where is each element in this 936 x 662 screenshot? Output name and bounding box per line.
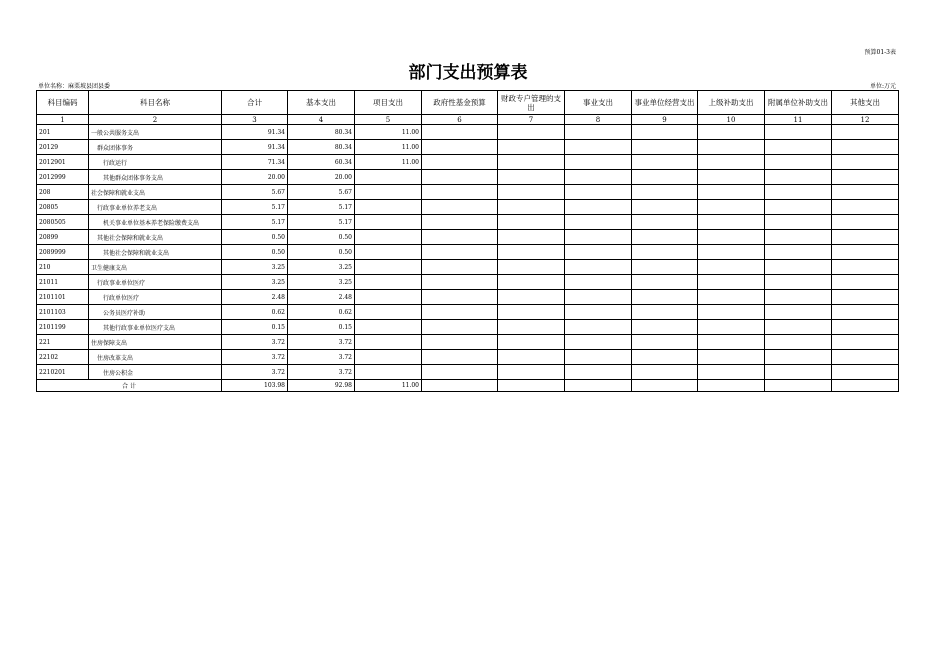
amount-total: 5.17 — [222, 215, 288, 230]
header-cell: 上级补助支出 — [698, 91, 765, 115]
empty-cell — [698, 335, 765, 350]
column-number: 1 — [37, 115, 89, 125]
empty-cell — [765, 125, 832, 140]
amount-project — [355, 200, 422, 215]
empty-cell — [565, 365, 632, 380]
page-title: 部门支出预算表 — [408, 63, 528, 83]
empty-cell — [632, 200, 698, 215]
amount-total: 5.67 — [222, 185, 288, 200]
empty-cell — [765, 320, 832, 335]
empty-cell — [765, 365, 832, 380]
empty-cell — [765, 245, 832, 260]
header-row — [37, 91, 899, 115]
empty-cell — [632, 380, 698, 392]
amount-total: 3.72 — [222, 350, 288, 365]
empty-cell — [832, 170, 899, 185]
amount-project — [355, 170, 422, 185]
amount-total: 3.72 — [222, 335, 288, 350]
total-amount: 103.98 — [222, 380, 288, 392]
empty-cell — [765, 380, 832, 392]
empty-cell — [498, 305, 565, 320]
empty-cell — [832, 365, 899, 380]
empty-cell — [498, 260, 565, 275]
amount-basic: 80.34 — [288, 125, 355, 140]
subject-name: 一般公共服务支出 — [89, 125, 222, 140]
header-cell: 合计 — [222, 91, 288, 115]
empty-cell — [698, 365, 765, 380]
table-row — [37, 275, 899, 290]
empty-cell — [565, 155, 632, 170]
table-row — [37, 185, 899, 200]
empty-cell — [765, 305, 832, 320]
empty-cell — [832, 245, 899, 260]
table-row — [37, 320, 899, 335]
empty-cell — [565, 245, 632, 260]
empty-cell — [632, 125, 698, 140]
empty-cell — [422, 170, 498, 185]
subject-code: 2012999 — [37, 170, 89, 185]
table-row — [37, 140, 899, 155]
column-number: 12 — [832, 115, 899, 125]
empty-cell — [765, 230, 832, 245]
amount-basic: 3.25 — [288, 260, 355, 275]
amount-basic: 0.50 — [288, 230, 355, 245]
empty-cell — [698, 140, 765, 155]
amount-basic: 5.17 — [288, 215, 355, 230]
subject-name: 社会保障和就业支出 — [89, 185, 222, 200]
column-number-row — [37, 115, 899, 125]
amount-project — [355, 215, 422, 230]
empty-cell — [422, 125, 498, 140]
amount-total: 5.17 — [222, 200, 288, 215]
amount-basic: 80.34 — [288, 140, 355, 155]
empty-cell — [698, 230, 765, 245]
empty-cell — [565, 185, 632, 200]
subject-code: 2101101 — [37, 290, 89, 305]
empty-cell — [765, 170, 832, 185]
amount-basic: 0.62 — [288, 305, 355, 320]
subject-name: 住房改革支出 — [89, 350, 222, 365]
empty-cell — [832, 230, 899, 245]
empty-cell — [765, 155, 832, 170]
empty-cell — [765, 335, 832, 350]
empty-cell — [498, 155, 565, 170]
empty-cell — [565, 290, 632, 305]
total-project: 11.00 — [355, 380, 422, 392]
empty-cell — [422, 245, 498, 260]
amount-project — [355, 320, 422, 335]
amount-project: 11.00 — [355, 155, 422, 170]
subject-name: 其他行政事业单位医疗支出 — [89, 320, 222, 335]
empty-cell — [832, 275, 899, 290]
header-cell: 事业单位经营支出 — [632, 91, 698, 115]
amount-total: 3.72 — [222, 365, 288, 380]
amount-total: 3.25 — [222, 275, 288, 290]
table-row — [37, 305, 899, 320]
amount-basic: 0.15 — [288, 320, 355, 335]
empty-cell — [632, 335, 698, 350]
subject-code: 2012901 — [37, 155, 89, 170]
empty-cell — [498, 215, 565, 230]
table-body — [37, 125, 899, 380]
amount-project: 11.00 — [355, 140, 422, 155]
subject-name: 其他群众团体事务支出 — [89, 170, 222, 185]
empty-cell — [632, 260, 698, 275]
table-row — [37, 170, 899, 185]
empty-cell — [632, 230, 698, 245]
table-row — [37, 335, 899, 350]
empty-cell — [698, 320, 765, 335]
subject-code: 20805 — [37, 200, 89, 215]
empty-cell — [832, 260, 899, 275]
empty-cell — [698, 290, 765, 305]
empty-cell — [632, 170, 698, 185]
column-number: 6 — [422, 115, 498, 125]
empty-cell — [422, 305, 498, 320]
subject-code: 2101103 — [37, 305, 89, 320]
unit-name: 单位名称：麻栗坡县团县委 — [38, 83, 111, 90]
amount-basic: 20.00 — [288, 170, 355, 185]
empty-cell — [765, 290, 832, 305]
empty-cell — [632, 140, 698, 155]
empty-cell — [498, 275, 565, 290]
amount-project: 11.00 — [355, 125, 422, 140]
header-cell: 项目支出 — [355, 91, 422, 115]
empty-cell — [498, 350, 565, 365]
empty-cell — [565, 215, 632, 230]
amount-project — [355, 305, 422, 320]
empty-cell — [632, 245, 698, 260]
amount-total: 71.34 — [222, 155, 288, 170]
empty-cell — [832, 215, 899, 230]
amount-basic: 3.25 — [288, 275, 355, 290]
header-cell: 附属单位补助支出 — [765, 91, 832, 115]
empty-cell — [498, 230, 565, 245]
empty-cell — [498, 290, 565, 305]
empty-cell — [632, 185, 698, 200]
amount-project — [355, 290, 422, 305]
subject-name: 行政事业单位医疗 — [89, 275, 222, 290]
subject-name: 群众团体事务 — [89, 140, 222, 155]
empty-cell — [565, 275, 632, 290]
amount-project — [355, 335, 422, 350]
subject-name: 卫生健康支出 — [89, 260, 222, 275]
empty-cell — [498, 170, 565, 185]
subject-code: 20899 — [37, 230, 89, 245]
amount-total: 91.34 — [222, 140, 288, 155]
header-cell: 事业支出 — [565, 91, 632, 115]
empty-cell — [422, 365, 498, 380]
empty-cell — [498, 185, 565, 200]
empty-cell — [632, 305, 698, 320]
subject-name: 公务员医疗补助 — [89, 305, 222, 320]
empty-cell — [698, 260, 765, 275]
empty-cell — [765, 215, 832, 230]
subject-code: 22102 — [37, 350, 89, 365]
subject-name: 其他社会保障和就业支出 — [89, 230, 222, 245]
subject-name: 行政运行 — [89, 155, 222, 170]
column-number: 10 — [698, 115, 765, 125]
amount-total: 0.50 — [222, 245, 288, 260]
table-row — [37, 200, 899, 215]
empty-cell — [632, 215, 698, 230]
empty-cell — [765, 185, 832, 200]
empty-cell — [422, 230, 498, 245]
table-row — [37, 350, 899, 365]
empty-cell — [832, 155, 899, 170]
empty-cell — [498, 380, 565, 392]
column-number: 2 — [89, 115, 222, 125]
empty-cell — [632, 365, 698, 380]
empty-cell — [565, 125, 632, 140]
empty-cell — [698, 350, 765, 365]
amount-basic: 3.72 — [288, 335, 355, 350]
subject-code: 2210201 — [37, 365, 89, 380]
empty-cell — [498, 200, 565, 215]
subject-code: 2089999 — [37, 245, 89, 260]
column-number: 8 — [565, 115, 632, 125]
empty-cell — [498, 365, 565, 380]
empty-cell — [698, 125, 765, 140]
header-cell: 财政专户管理的支出 — [498, 91, 565, 115]
total-row — [37, 380, 899, 392]
amount-basic: 3.72 — [288, 350, 355, 365]
subject-code: 2080505 — [37, 215, 89, 230]
empty-cell — [832, 140, 899, 155]
empty-cell — [422, 275, 498, 290]
amount-basic: 60.34 — [288, 155, 355, 170]
empty-cell — [565, 260, 632, 275]
table-row — [37, 365, 899, 380]
empty-cell — [832, 185, 899, 200]
amount-total: 0.15 — [222, 320, 288, 335]
amount-total: 0.50 — [222, 230, 288, 245]
empty-cell — [632, 290, 698, 305]
column-number: 9 — [632, 115, 698, 125]
empty-cell — [698, 245, 765, 260]
subject-code: 210 — [37, 260, 89, 275]
empty-cell — [565, 350, 632, 365]
amount-basic: 2.48 — [288, 290, 355, 305]
amount-total: 20.00 — [222, 170, 288, 185]
empty-cell — [698, 170, 765, 185]
subject-code: 2101199 — [37, 320, 89, 335]
subject-name: 住房公积金 — [89, 365, 222, 380]
empty-cell — [698, 275, 765, 290]
empty-cell — [632, 320, 698, 335]
amount-total: 2.48 — [222, 290, 288, 305]
empty-cell — [632, 275, 698, 290]
header-cell: 其他支出 — [832, 91, 899, 115]
amount-project — [355, 185, 422, 200]
form-number: 预算01-3表 — [864, 49, 896, 56]
empty-cell — [422, 350, 498, 365]
header-cell: 基本支出 — [288, 91, 355, 115]
amount-basic: 0.50 — [288, 245, 355, 260]
subject-code: 21011 — [37, 275, 89, 290]
empty-cell — [698, 155, 765, 170]
unit-money: 单位:万元 — [869, 83, 896, 90]
empty-cell — [698, 200, 765, 215]
empty-cell — [498, 320, 565, 335]
subject-code: 208 — [37, 185, 89, 200]
empty-cell — [832, 350, 899, 365]
empty-cell — [832, 200, 899, 215]
empty-cell — [698, 185, 765, 200]
amount-total: 91.34 — [222, 125, 288, 140]
table-row — [37, 245, 899, 260]
empty-cell — [565, 200, 632, 215]
empty-cell — [498, 125, 565, 140]
empty-cell — [832, 305, 899, 320]
empty-cell — [422, 290, 498, 305]
empty-cell — [422, 320, 498, 335]
empty-cell — [765, 140, 832, 155]
empty-cell — [698, 305, 765, 320]
total-basic: 92.98 — [288, 380, 355, 392]
budget-table — [36, 90, 899, 392]
empty-cell — [422, 215, 498, 230]
empty-cell — [565, 170, 632, 185]
empty-cell — [765, 260, 832, 275]
subject-code: 221 — [37, 335, 89, 350]
empty-cell — [698, 215, 765, 230]
empty-cell — [832, 320, 899, 335]
header-cell: 科目名称 — [89, 91, 222, 115]
header-cell: 政府性基金预算 — [422, 91, 498, 115]
empty-cell — [565, 320, 632, 335]
table-row — [37, 230, 899, 245]
table-row — [37, 125, 899, 140]
total-label: 合 计 — [37, 380, 222, 392]
empty-cell — [422, 260, 498, 275]
column-number: 7 — [498, 115, 565, 125]
empty-cell — [832, 125, 899, 140]
amount-basic: 3.72 — [288, 365, 355, 380]
empty-cell — [565, 140, 632, 155]
empty-cell — [765, 200, 832, 215]
empty-cell — [422, 200, 498, 215]
table-row — [37, 155, 899, 170]
amount-project — [355, 350, 422, 365]
column-number: 4 — [288, 115, 355, 125]
empty-cell — [498, 245, 565, 260]
column-number: 3 — [222, 115, 288, 125]
column-number: 11 — [765, 115, 832, 125]
column-number: 5 — [355, 115, 422, 125]
empty-cell — [422, 155, 498, 170]
empty-cell — [832, 335, 899, 350]
empty-cell — [422, 185, 498, 200]
empty-cell — [422, 140, 498, 155]
subject-name: 机关事业单位基本养老保险缴费支出 — [89, 215, 222, 230]
empty-cell — [632, 155, 698, 170]
subject-code: 201 — [37, 125, 89, 140]
amount-project — [355, 260, 422, 275]
subject-name: 行政事业单位养老支出 — [89, 200, 222, 215]
empty-cell — [698, 380, 765, 392]
empty-cell — [765, 275, 832, 290]
amount-project — [355, 275, 422, 290]
empty-cell — [498, 140, 565, 155]
amount-project — [355, 230, 422, 245]
empty-cell — [765, 350, 832, 365]
empty-cell — [565, 335, 632, 350]
empty-cell — [498, 335, 565, 350]
subject-name: 住房保障支出 — [89, 335, 222, 350]
empty-cell — [632, 350, 698, 365]
empty-cell — [832, 290, 899, 305]
amount-project — [355, 245, 422, 260]
table-row — [37, 290, 899, 305]
amount-total: 0.62 — [222, 305, 288, 320]
subject-name: 行政单位医疗 — [89, 290, 222, 305]
header-cell: 科目编码 — [37, 91, 89, 115]
subject-name: 其他社会保障和就业支出 — [89, 245, 222, 260]
amount-basic: 5.17 — [288, 200, 355, 215]
amount-total: 3.25 — [222, 260, 288, 275]
amount-basic: 5.67 — [288, 185, 355, 200]
empty-cell — [422, 380, 498, 392]
empty-cell — [565, 230, 632, 245]
amount-project — [355, 365, 422, 380]
empty-cell — [565, 305, 632, 320]
empty-cell — [832, 380, 899, 392]
empty-cell — [422, 335, 498, 350]
table-row — [37, 260, 899, 275]
subject-code: 20129 — [37, 140, 89, 155]
empty-cell — [565, 380, 632, 392]
table-row — [37, 215, 899, 230]
